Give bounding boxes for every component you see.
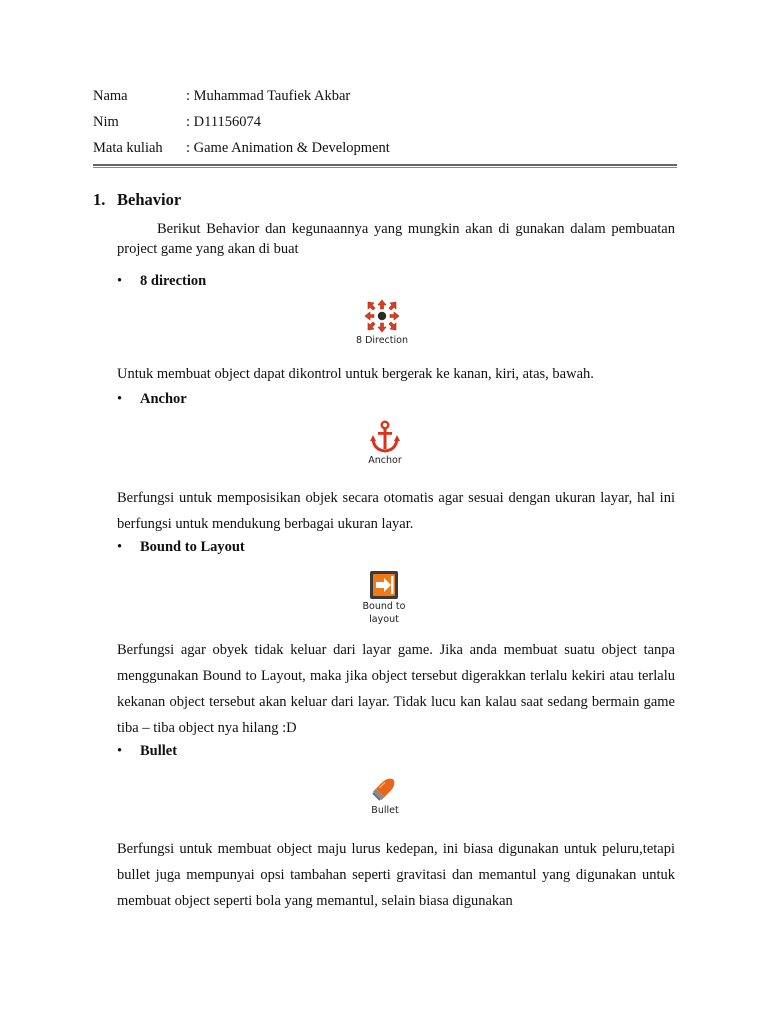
behavior-title: Bullet <box>140 743 178 759</box>
bullet-glyph: • <box>117 539 123 555</box>
name-value: : Muhammad Taufiek Akbar <box>186 88 351 104</box>
behavior-title: 8 direction <box>140 273 207 289</box>
behavior-description: Berfungsi untuk membuat object maju lurus kedepan, ini biasa digunakan untuk peluru,tetapi bullet juga mempunyai opsi tambahan seperti gravitasi dan memantul yang digunakan untuk membuat object seperti bola yang memantul, selain biasa digunakan <box>117 841 675 909</box>
behavior-item-8-direction <box>117 273 206 290</box>
bullet-glyph: • <box>117 743 123 759</box>
behavior-item-anchor <box>117 391 187 408</box>
bound-to-layout-icon <box>369 570 399 600</box>
bullet-icon <box>369 772 401 804</box>
behavior-description: Berfungsi agar obyek tidak keluar dari layar game. Jika anda membuat suatu object tanpa menggunakan Bound to Layout, maka jika object tersebut digerakkan terlalu kekiri atau terlalu kekanan object tersebut akan keluar dari layar. Tidak lucu kan kalau saat sedang bermain game tiba – tiba object nya hilang :D <box>117 642 675 736</box>
behavior-icon-block <box>350 420 420 467</box>
behavior-icon-block <box>350 570 418 626</box>
icon-caption: Bullet <box>371 805 399 816</box>
behavior-item-bound-to-layout <box>117 539 245 556</box>
course-label: Mata kuliah <box>93 140 163 156</box>
header-divider-thin <box>93 167 677 168</box>
icon-caption-line2: layout <box>369 614 399 625</box>
section-intro: Berikut Behavior dan kegunaannya yang mungkin akan di gunakan dalam pembuatan project game yang akan di buat <box>117 221 675 257</box>
nim-label: Nim <box>93 114 119 130</box>
info-row-name <box>93 86 390 112</box>
behavior-icon-block <box>344 298 420 347</box>
behavior-title: Anchor <box>140 391 187 407</box>
course-value: : Game Animation & Development <box>186 140 390 156</box>
bullet-glyph: • <box>117 273 123 289</box>
section-number: 1. <box>93 190 106 209</box>
behavior-title: Bound to Layout <box>140 539 245 555</box>
behavior-description: Untuk membuat object dapat dikontrol untuk bergerak ke kanan, kiri, atas, bawah. <box>117 366 594 382</box>
section-title: Behavior <box>117 190 182 209</box>
behavior-item-bullet <box>117 743 177 760</box>
anchor-icon <box>368 420 402 454</box>
info-row-course <box>93 138 390 164</box>
nim-value: : D11156074 <box>186 114 262 130</box>
section-heading <box>93 190 181 210</box>
icon-caption-line1: Bound to <box>362 601 406 612</box>
student-info <box>93 86 390 164</box>
bullet-glyph: • <box>117 391 123 407</box>
header-divider-thick <box>93 164 677 166</box>
behavior-icon-block <box>350 772 420 817</box>
info-row-nim <box>93 112 390 138</box>
icon-caption: Anchor <box>368 455 402 466</box>
name-label: Nama <box>93 88 128 104</box>
icon-caption: 8 Direction <box>356 335 408 346</box>
behavior-description: Berfungsi untuk memposisikan objek secara otomatis agar sesuai dengan ukuran layar, hal ini berfungsi untuk mendukung berbagai ukuran layar. <box>117 490 675 532</box>
eight-direction-icon <box>363 298 401 334</box>
